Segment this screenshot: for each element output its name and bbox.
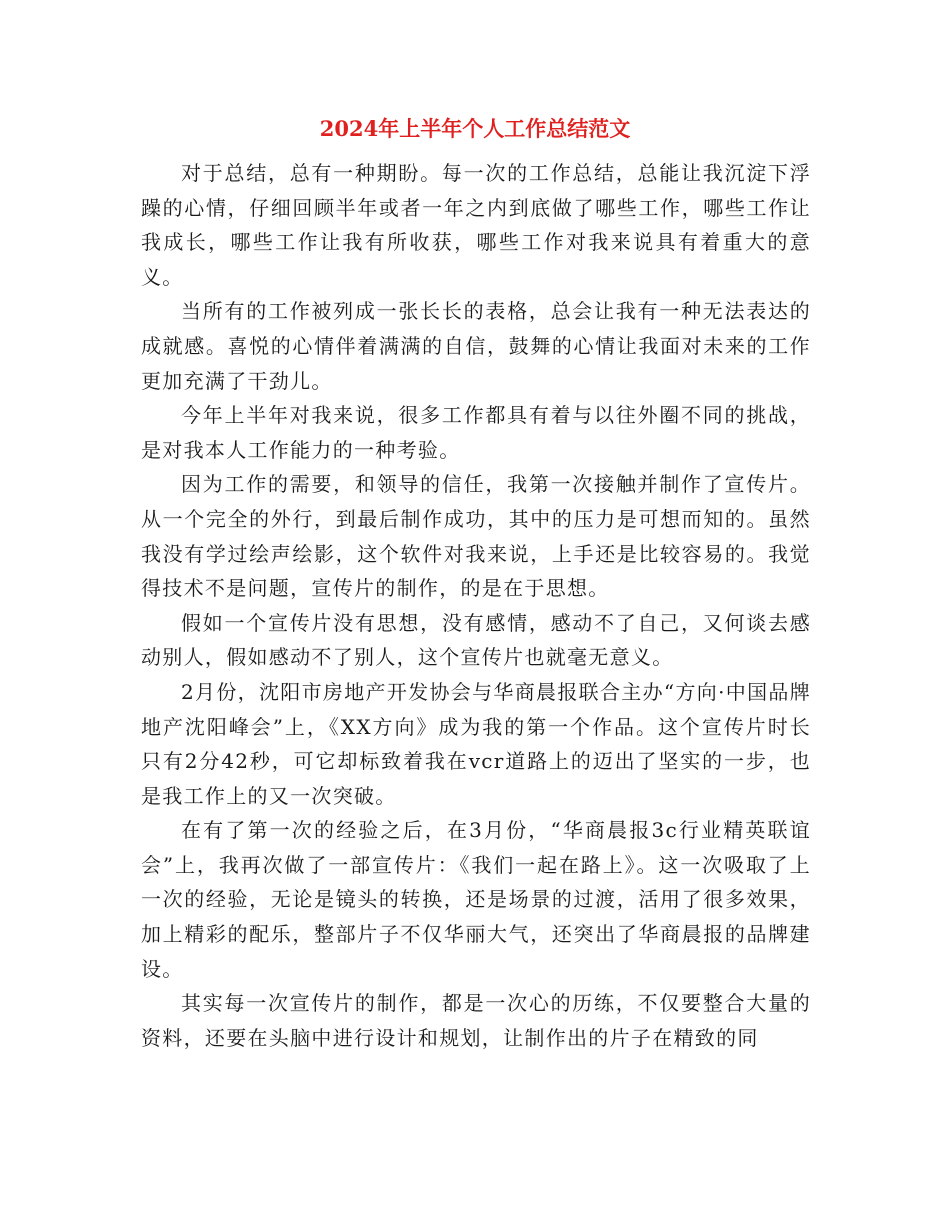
paragraph: 假如一个宣传片没有思想，没有感情，感动不了自己，又何谈去感动别人，假如感动不了别人，这个宣传片也就毫无意义。 xyxy=(141,610,811,670)
paragraph: 其实每一次宣传片的制作，都是一次心的历练，不仅要整合大量的资料，还要在头脑中进行设计和规划，让制作出的片子在精致的同 xyxy=(141,991,811,1050)
document-body xyxy=(141,156,811,1055)
paragraph: 今年上半年对我来说，很多工作都具有着与以往外圈不同的挑战，是对我本人工作能力的一种考验。 xyxy=(141,403,811,462)
paragraph: 对于总结，总有一种期盼。每一次的工作总结，总能让我沉淀下浮躁的心情，仔细回顾半年或者一年之内到底做了哪些工作，哪些工作让我成长，哪些工作让我有所收获，哪些工作对我来说具有着重大的意义。 xyxy=(141,161,811,289)
paragraph: 2月份，沈阳市房地产开发协会与华商晨报联合主办“方向·中国品牌地产沈阳峰会”上，《XX方向》成为我的第一个作品。这个宣传片时长只有2分42秒，可它却标致着我在vcr道路上的迈出了坚实的一步，也是我工作上的又一次突破。 xyxy=(141,679,811,808)
paragraph: 在有了第一次的经验之后，在3月份，“华商晨报3c行业精英联谊会”上，我再次做了一部宣传片：《我们一起在路上》。这一次吸取了上一次的经验，无论是镜头的转换，还是场景的过渡，活用了很多效果，加上精彩的配乐，整部片子不仅华丽大气，还突出了华商晨报的品牌建设。 xyxy=(141,818,811,981)
document-title: 2024年上半年个人工作总结范文 xyxy=(319,116,631,141)
paragraph: 因为工作的需要，和领导的信任，我第一次接触并制作了宣传片。从一个完全的外行，到最后制作成功，其中的压力是可想而知的。虽然我没有学过绘声绘影，这个软件对我来说，上手还是比较容易的。我觉得技术不是问题，宣传片的制作，的是在于思想。 xyxy=(141,472,811,601)
paragraph: 当所有的工作被列成一张长长的表格，总会让我有一种无法表达的成就感。喜悦的心情伴着满满的自信，鼓舞的心情让我面对未来的工作更加充满了干劲儿。 xyxy=(141,299,811,393)
